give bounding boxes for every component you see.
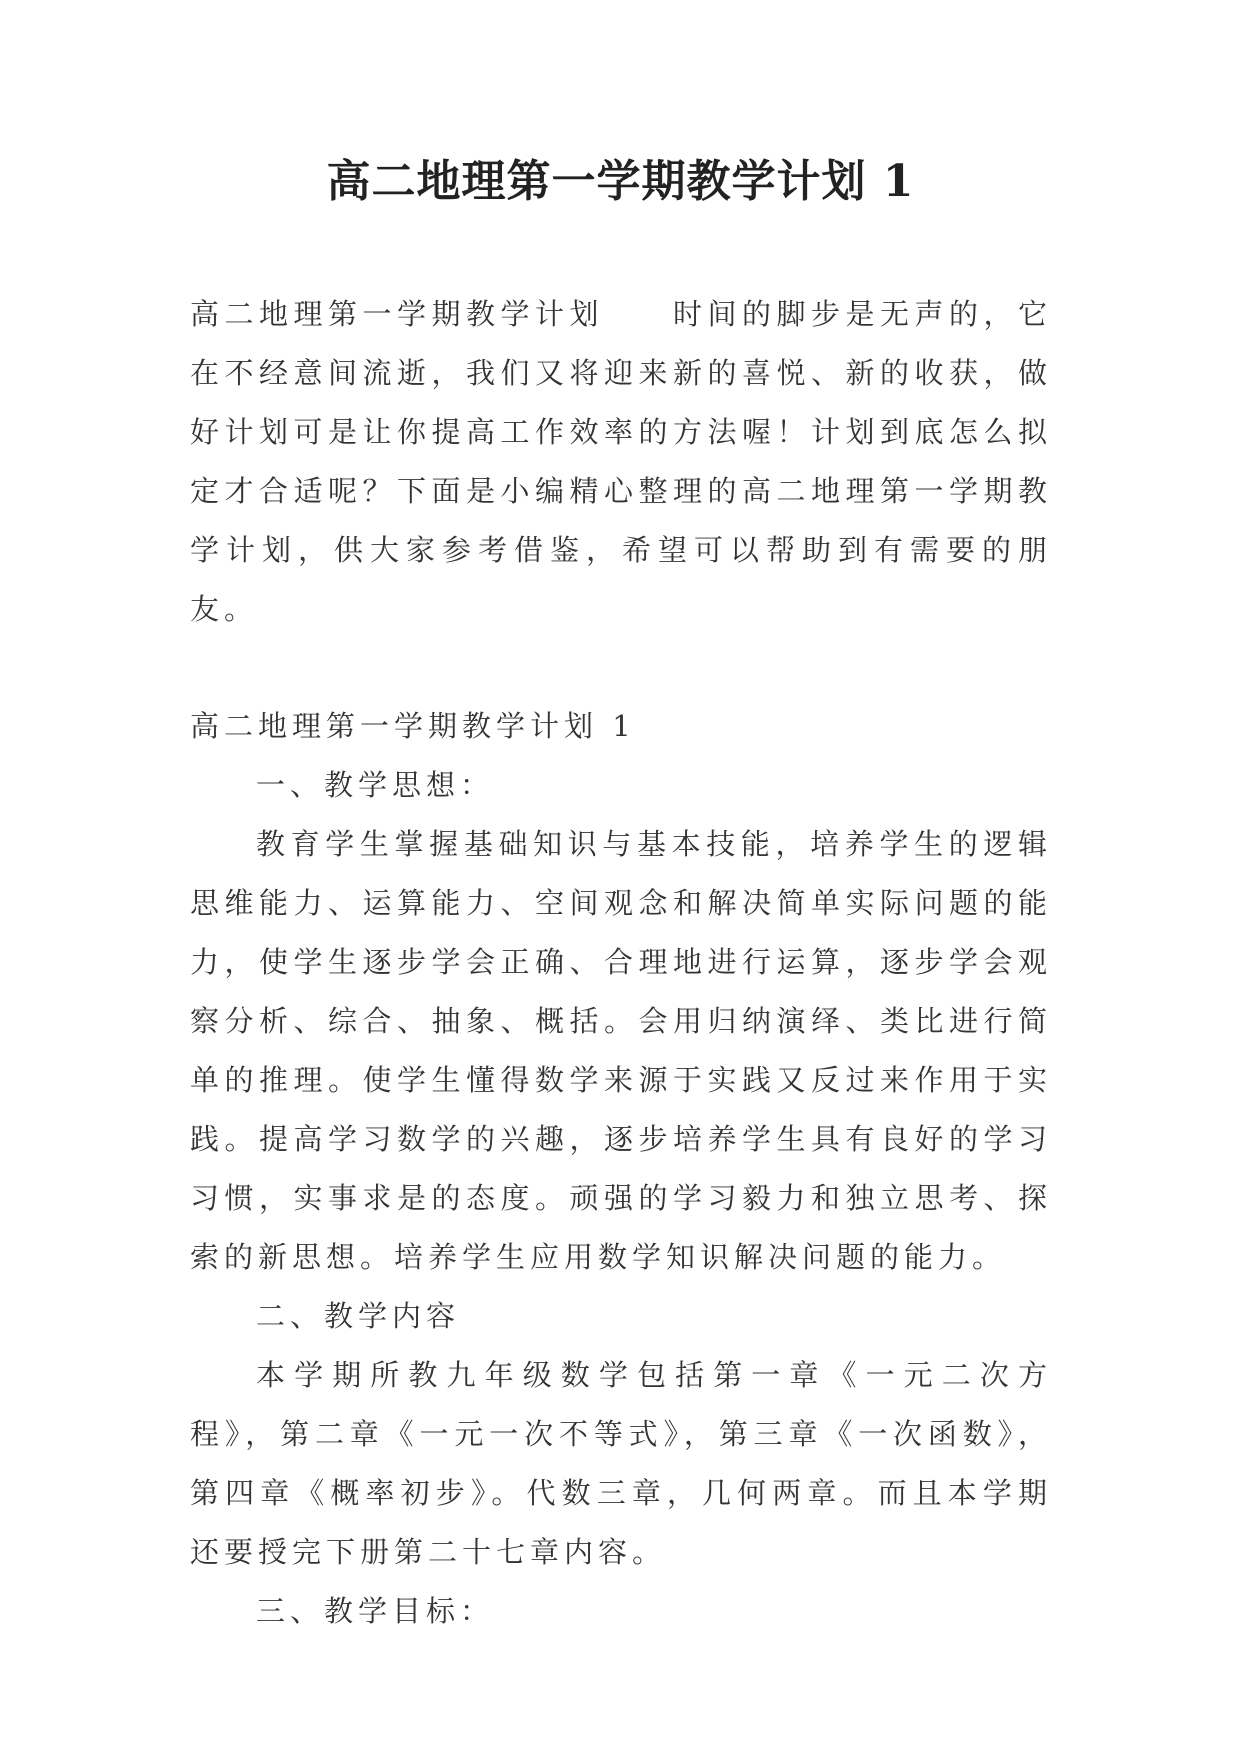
heading-teaching-thought: 一、教学思想： [256, 768, 495, 802]
paragraph-spacer [190, 639, 1052, 697]
paragraph-teaching-content: 本学期所教九年级数学包括第一章《一元二次方程》，第二章《一元一次不等式》，第三章《一次函数》，第四章《概率初步》。代数三章，几何两章。而且本学期还要授完下册第二十七章内容。 [190, 1358, 1052, 1569]
paragraph-teaching-thought: 教育学生掌握基础知识与基本技能，培养学生的逻辑思维能力、运算能力、空间观念和解决简单实际问题的能力，使学生逐步学会正确、合理地进行运算，逐步学会观察分析、综合、抽象、概括。会用归纳演绎、类比进行简单的推理。使学生懂得数学来源于实践又反过来作用于实践。提高学习数学的兴趣，逐步培养学生具有良好的学习习惯，实事求是的态度。顽强的学习毅力和独立思考、探索的新思想。培养学生应用数学知识解决问题的能力。 [190, 827, 1052, 1274]
section-title: 高二地理第一学期教学计划 1 [190, 709, 636, 743]
document-body [190, 285, 1052, 1641]
intro-paragraph: 高二地理第一学期教学计划 时间的脚步是无声的，它在不经意间流逝，我们又将迎来新的喜悦、新的收获，做好计划可是让你提高工作效率的方法喔！计划到底怎么拟定才合适呢？下面是小编精心整理的高二地理第一学期教学计划，供大家参考借鉴，希望可以帮助到有需要的朋友。 [190, 297, 1052, 626]
heading-teaching-goals: 三、教学目标： [256, 1594, 495, 1628]
heading-teaching-content: 二、教学内容 [256, 1299, 461, 1333]
document-title: 高二地理第一学期教学计划 1 [326, 156, 915, 207]
